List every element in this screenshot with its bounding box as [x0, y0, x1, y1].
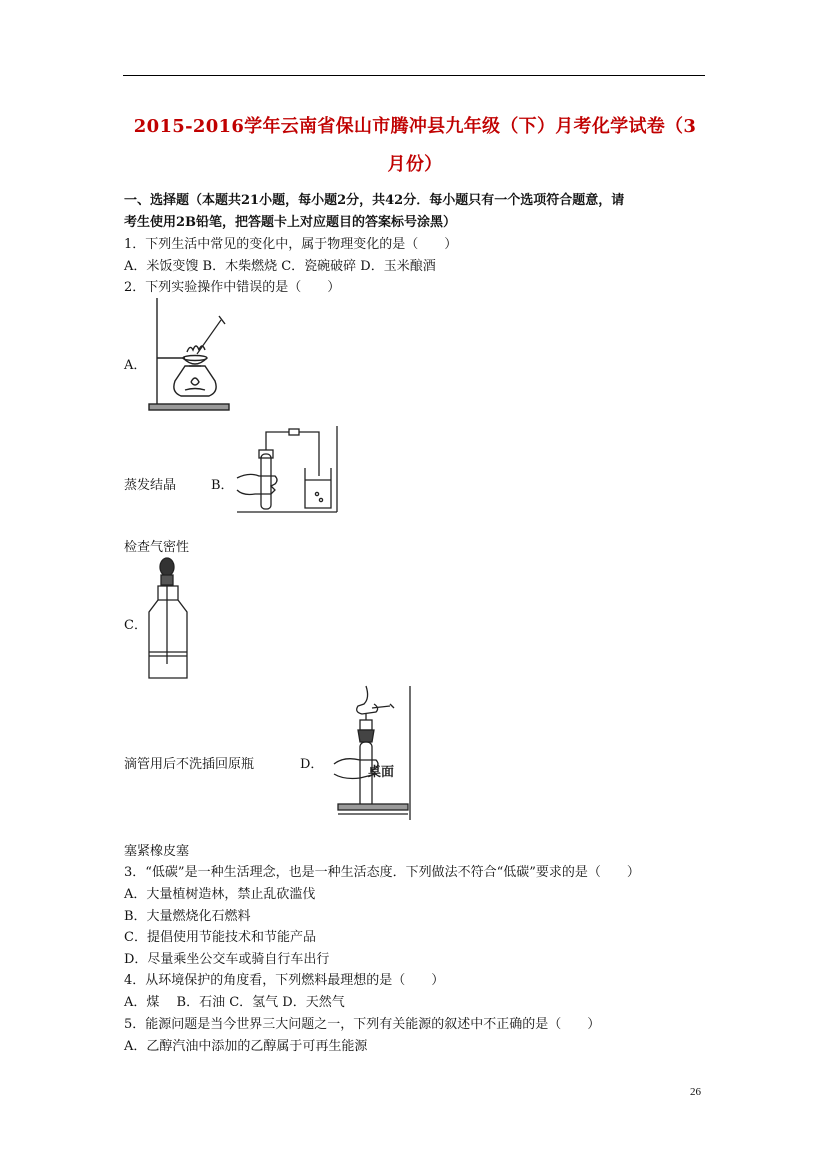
- q3-stem: 3．“低碳”是一种生活理念，也是一种生活态度．下列做法不符合“低碳”要求的是（ ）: [124, 865, 640, 880]
- q2-option-b-letter: B．: [211, 478, 234, 493]
- q3-option-b: B．大量燃烧化石燃料: [124, 909, 251, 924]
- dropper-bottle-figure: [146, 556, 192, 680]
- airtightness-check-figure: [235, 424, 339, 514]
- q2-stem: 2．下列实验操作中错误的是（ ）: [124, 280, 341, 295]
- q3-option-d: D．尽量乘坐公交车或骑自行车出行: [124, 952, 330, 967]
- q4-stem: 4．从环境保护的角度看，下列燃料最理想的是（ ）: [124, 973, 445, 988]
- desk-label: 桌面: [368, 764, 395, 779]
- q2-option-c-caption: 滴管用后不洗插回原瓶: [124, 757, 255, 772]
- evaporation-apparatus-figure: [145, 296, 233, 414]
- page-title-line2: 月份）: [387, 154, 443, 175]
- header-rule: [123, 75, 705, 76]
- q2-option-d-letter: D．: [300, 757, 324, 772]
- q3-option-c: C．提倡使用节能技术和节能产品: [124, 930, 316, 945]
- q5-stem: 5．能源问题是当今世界三大问题之一，下列有关能源的叙述中不正确的是（ ）: [124, 1017, 601, 1032]
- q2-option-b-caption: 检查气密性: [124, 540, 190, 555]
- q2-option-d-caption: 塞紧橡皮塞: [124, 844, 190, 859]
- q1-stem: 1．下列生活中常见的变化中，属于物理变化的是（ ）: [124, 237, 458, 252]
- q4-options: A．煤 B．石油 C．氢气 D．天然气: [124, 995, 345, 1010]
- q1-options: A．米饭变馊 B．木柴燃烧 C．瓷碗破碎 D．玉米酿酒: [124, 259, 436, 274]
- q2-option-a-caption: 蒸发结晶: [124, 478, 177, 493]
- q5-option-a: A．乙醇汽油中添加的乙醇属于可再生能源: [124, 1039, 368, 1054]
- section-heading-line1: 一、选择题（本题共21小题，每小题2分，共42分．每小题只有一个选项符合题意，请: [124, 193, 625, 208]
- section-heading-line2: 考生使用2B铅笔，把答题卡上对应题目的答案标号涂黑）: [124, 215, 457, 230]
- page-number: 26: [690, 1086, 701, 1098]
- q2-option-a-letter: A．: [124, 358, 147, 373]
- q3-option-a: A．大量植树造林，禁止乱砍滥伐: [124, 887, 316, 902]
- rubber-stopper-figure: [320, 684, 414, 822]
- q2-option-c-letter: C．: [124, 618, 147, 633]
- page-title-line1: 2015-2016学年云南省保山市腾冲县九年级（下）月考化学试卷（3: [133, 116, 697, 137]
